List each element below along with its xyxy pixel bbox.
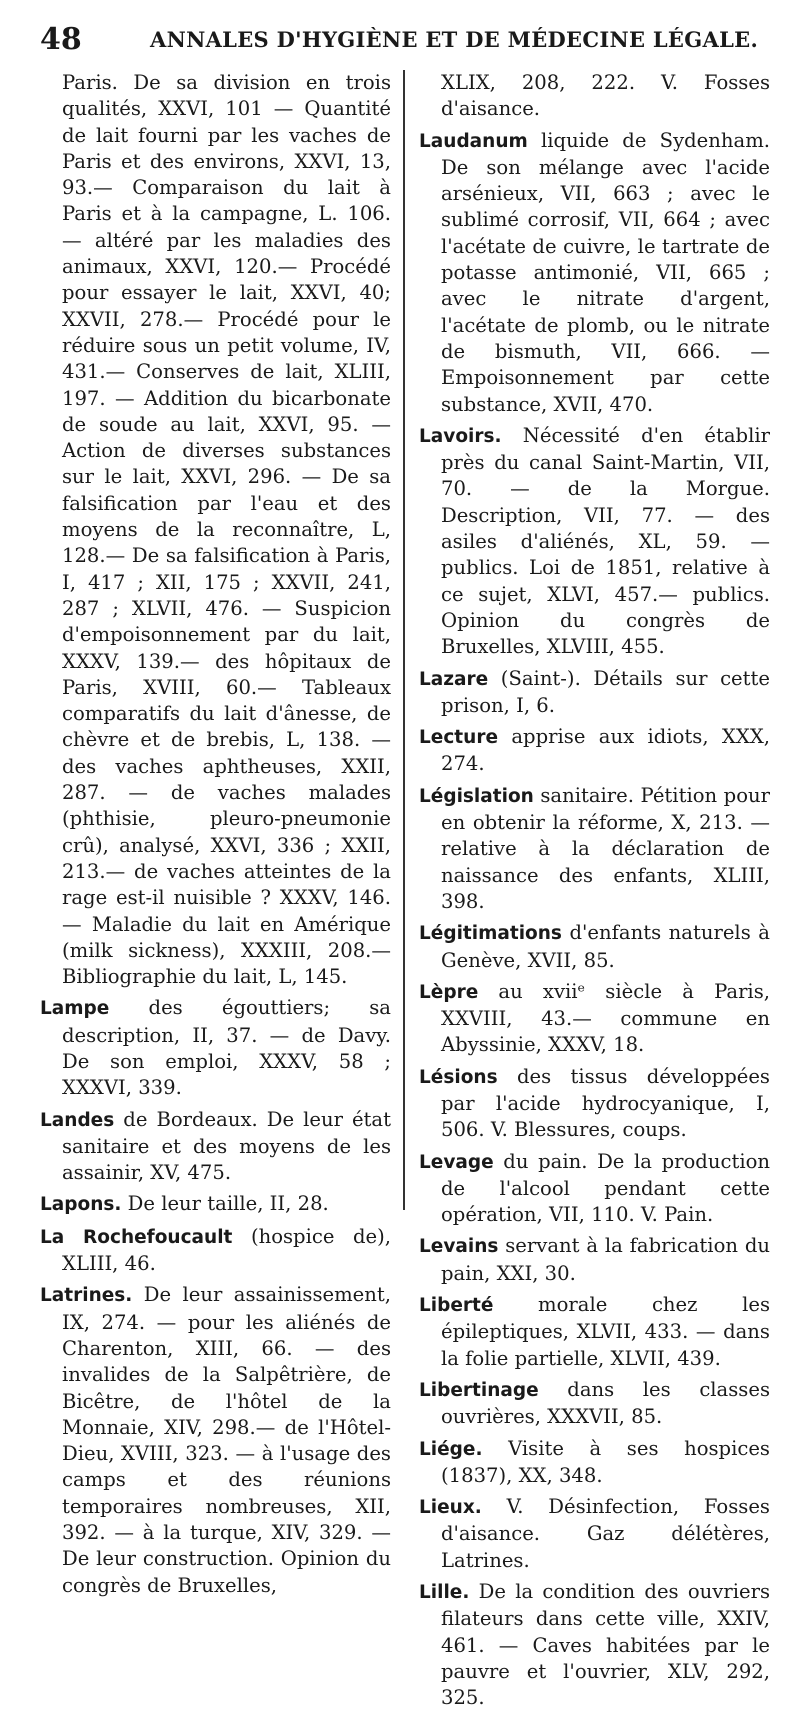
index-entry-text: De leur taille, II, 28. xyxy=(121,1192,329,1216)
index-entry-text: apprise aux idiots, XXX, 274. xyxy=(441,725,770,776)
index-entry xyxy=(419,1579,770,1711)
index-entry xyxy=(419,979,770,1059)
index-entry xyxy=(419,920,770,974)
index-entry xyxy=(419,1292,770,1372)
index-entry xyxy=(419,128,770,418)
index-term: Landes xyxy=(40,1109,115,1131)
page-number: 48 xyxy=(40,21,82,57)
index-entry xyxy=(419,1064,770,1144)
right-column xyxy=(405,70,770,1710)
index-entry xyxy=(40,70,391,990)
index-entry-text: des égouttiers; sa description, II, 37. — de Davy. De son emploi, XXXV, 58 ; XXXVI, 339. xyxy=(62,996,391,1100)
index-entry xyxy=(419,666,770,720)
index-entry-text: dans les classes ouvrières, XXXVII, 85. xyxy=(441,1377,770,1429)
index-entry-text: XLIX, 208, 222. V. Fosses d'aisance. xyxy=(441,71,770,121)
index-term: Lampe xyxy=(40,998,110,1020)
index-term: Lésions xyxy=(419,1066,498,1088)
index-entry-text: De leur assainissement, IX, 274. — pour les aliénés de Charenton, XIII, 66. — des invalides de la Salpêtrière, de Bicêtre, de l'hôtel de la Monnaie, XIV, 298.— de l'Hôtel-Dieu, XVIII, 323. — à l'usage des camps et des réunions temporaires nombreuses, XII, 392. — à la turque, XIV, 329. — De leur construction. Opinion du congrès de Bruxelles, xyxy=(62,1283,391,1597)
index-entry xyxy=(40,1282,391,1599)
index-term: La Rochefoucault xyxy=(40,1226,233,1248)
index-term: Levains xyxy=(419,1236,499,1258)
index-term: Lille. xyxy=(419,1582,470,1604)
index-term: Lecture xyxy=(419,727,498,749)
index-entry-text: Paris. De sa division en trois qualités, XXVI, 101 — Quantité de lait fourni par les vaches de Paris et des environs, XXVI, 13, 93.— Comparaison du lait à Paris et à la campagne, L. 106. — altéré par les maladies des animaux, XXVI, 120.— Procédé pour essayer le lait, XXVI, 40; XXVII, 278.— Procédé pour le réduire sous un petit volume, IV, 431.— Conserves de lait, XLIII, 197. — Addition du bicarbonate de soude au lait, XXVI, 95. — Action de diverses substances sur le lait, XXVI, 296. — De sa falsification par l'eau et des moyens de la reconnaître, L, 128.— De sa falsification à Paris, I, 417 ; XII, 175 ; XXVII, 241, 287 ; XLVII, 476. — Suspicion d'empoisonnement par du lait, XXXV, 139.— des hôpitaux de Paris, XVIII, 60.— Tableaux comparatifs du lait d'ânesse, de chèvre et de brebis, L, 138. — des vaches aphtheuses, XXII, 287. — de vaches malades (phthisie, pleuro-pneumonie crû), analysé, XXVI, 336 ; XXII, 213.— de vaches atteintes de la rage est-il nuisible ? XXXV, 146. — Maladie du lait en Amérique (milk sickness), XXXIII, 208.— Bibliographie du lait, L, 145. xyxy=(62,71,391,989)
index-term: Lèpre xyxy=(419,981,479,1003)
index-term: Lieux. xyxy=(419,1497,482,1519)
index-entry xyxy=(40,1191,391,1218)
index-term: Latrines. xyxy=(40,1285,133,1307)
index-entry-text: Nécessité d'en établir près du canal Saint-Martin, VII, 70. — de la Morgue. Description, VII, 77. — des asiles d'aliénés, XL, 59. — publics. Loi de 1851, relative à ce sujet, XLVI, 457.— publics. Opinion du congrès de Bruxelles, XLVIII, 455. xyxy=(441,423,770,659)
index-entry-text: V. Désinfection, Fosses d'aisance. Gaz délétères, Latrines. xyxy=(441,1495,770,1572)
index-entry-text: morale chez les épileptiques, XLVII, 433. — dans la folie partielle, XLVII, 439. xyxy=(441,1293,770,1370)
index-term: Législation xyxy=(419,785,534,807)
index-entry xyxy=(419,1494,770,1574)
index-columns xyxy=(40,70,770,1710)
index-entry-text: servant à la fabrication du pain, XXI, 30. xyxy=(441,1234,770,1285)
index-term: Légitimations xyxy=(419,923,562,945)
index-entry xyxy=(40,1107,391,1187)
index-entry-text: sanitaire. Pétition pour en obtenir la réforme, X, 213. — relative à la déclaration de naissance des enfants, XLIII, 398. xyxy=(441,783,770,913)
index-entry xyxy=(419,1149,770,1229)
index-entry xyxy=(419,1233,770,1287)
index-entry-text: Visite à ses hospices (1837), XX, 348. xyxy=(441,1436,770,1487)
index-term: Lavoirs. xyxy=(419,425,502,447)
index-entry xyxy=(40,995,391,1101)
index-entry-text: liquide de Sydenham. De son mélange avec l'acide arsénieux, VII, 663 ; avec le sublimé corrosif, VII, 664 ; avec l'acétate de cuivre, le tartrate de potasse antimonié, VII, 665 ; avec le nitrate d'argent, l'acétate de plomb, ou le nitrate de bismuth, VII, 666. — Empoisonnement par cette substance, XVII, 470. xyxy=(441,128,770,416)
index-entry xyxy=(419,1377,770,1431)
index-entry xyxy=(419,724,770,778)
index-entry xyxy=(419,1436,770,1490)
index-term: Libertinage xyxy=(419,1379,539,1401)
index-entry-text: (Saint-). Détails sur cette prison, I, 6. xyxy=(441,666,770,717)
index-term: Liberté xyxy=(419,1295,494,1317)
index-entry-text: (hospice de), XLIII, 46. xyxy=(62,1224,391,1276)
index-entry xyxy=(40,1224,391,1278)
index-entry-text: de Bordeaux. De leur état sanitaire et des moyens de les assainir, XV, 475. xyxy=(62,1107,391,1185)
index-entry-text: d'enfants naturels à Genève, XVII, 85. xyxy=(441,921,770,972)
index-term: Laudanum xyxy=(419,130,528,152)
running-head: ANNALES D'HYGIÈNE ET DE MÉDECINE LÉGALE. xyxy=(150,26,759,52)
index-term: Lazare xyxy=(419,668,489,690)
index-entry xyxy=(419,423,770,661)
index-entry-text: du pain. De la production de l'alcool pendant cette opération, VII, 110. V. Pain. xyxy=(441,1149,770,1227)
index-entry-text: au xviiᵉ siècle à Paris, XXVIII, 43.— commune en Abyssinie, XXXV, 18. xyxy=(441,979,770,1057)
index-entry-text: des tissus développées par l'acide hydrocyanique, I, 506. V. Blessures, coups. xyxy=(441,1064,770,1142)
index-term: Liége. xyxy=(419,1438,483,1460)
index-term: Levage xyxy=(419,1151,494,1173)
index-entry xyxy=(419,70,770,123)
page-header xyxy=(40,0,770,70)
left-column xyxy=(40,70,405,1597)
index-term: Lapons. xyxy=(40,1194,122,1216)
index-entry-text: De la condition des ouvriers filateurs dans cette ville, XXIV, 461. — Caves habitées par le pauvre et l'ouvrier, XLV, 292, 325. xyxy=(441,1580,770,1710)
index-entry xyxy=(419,783,770,915)
